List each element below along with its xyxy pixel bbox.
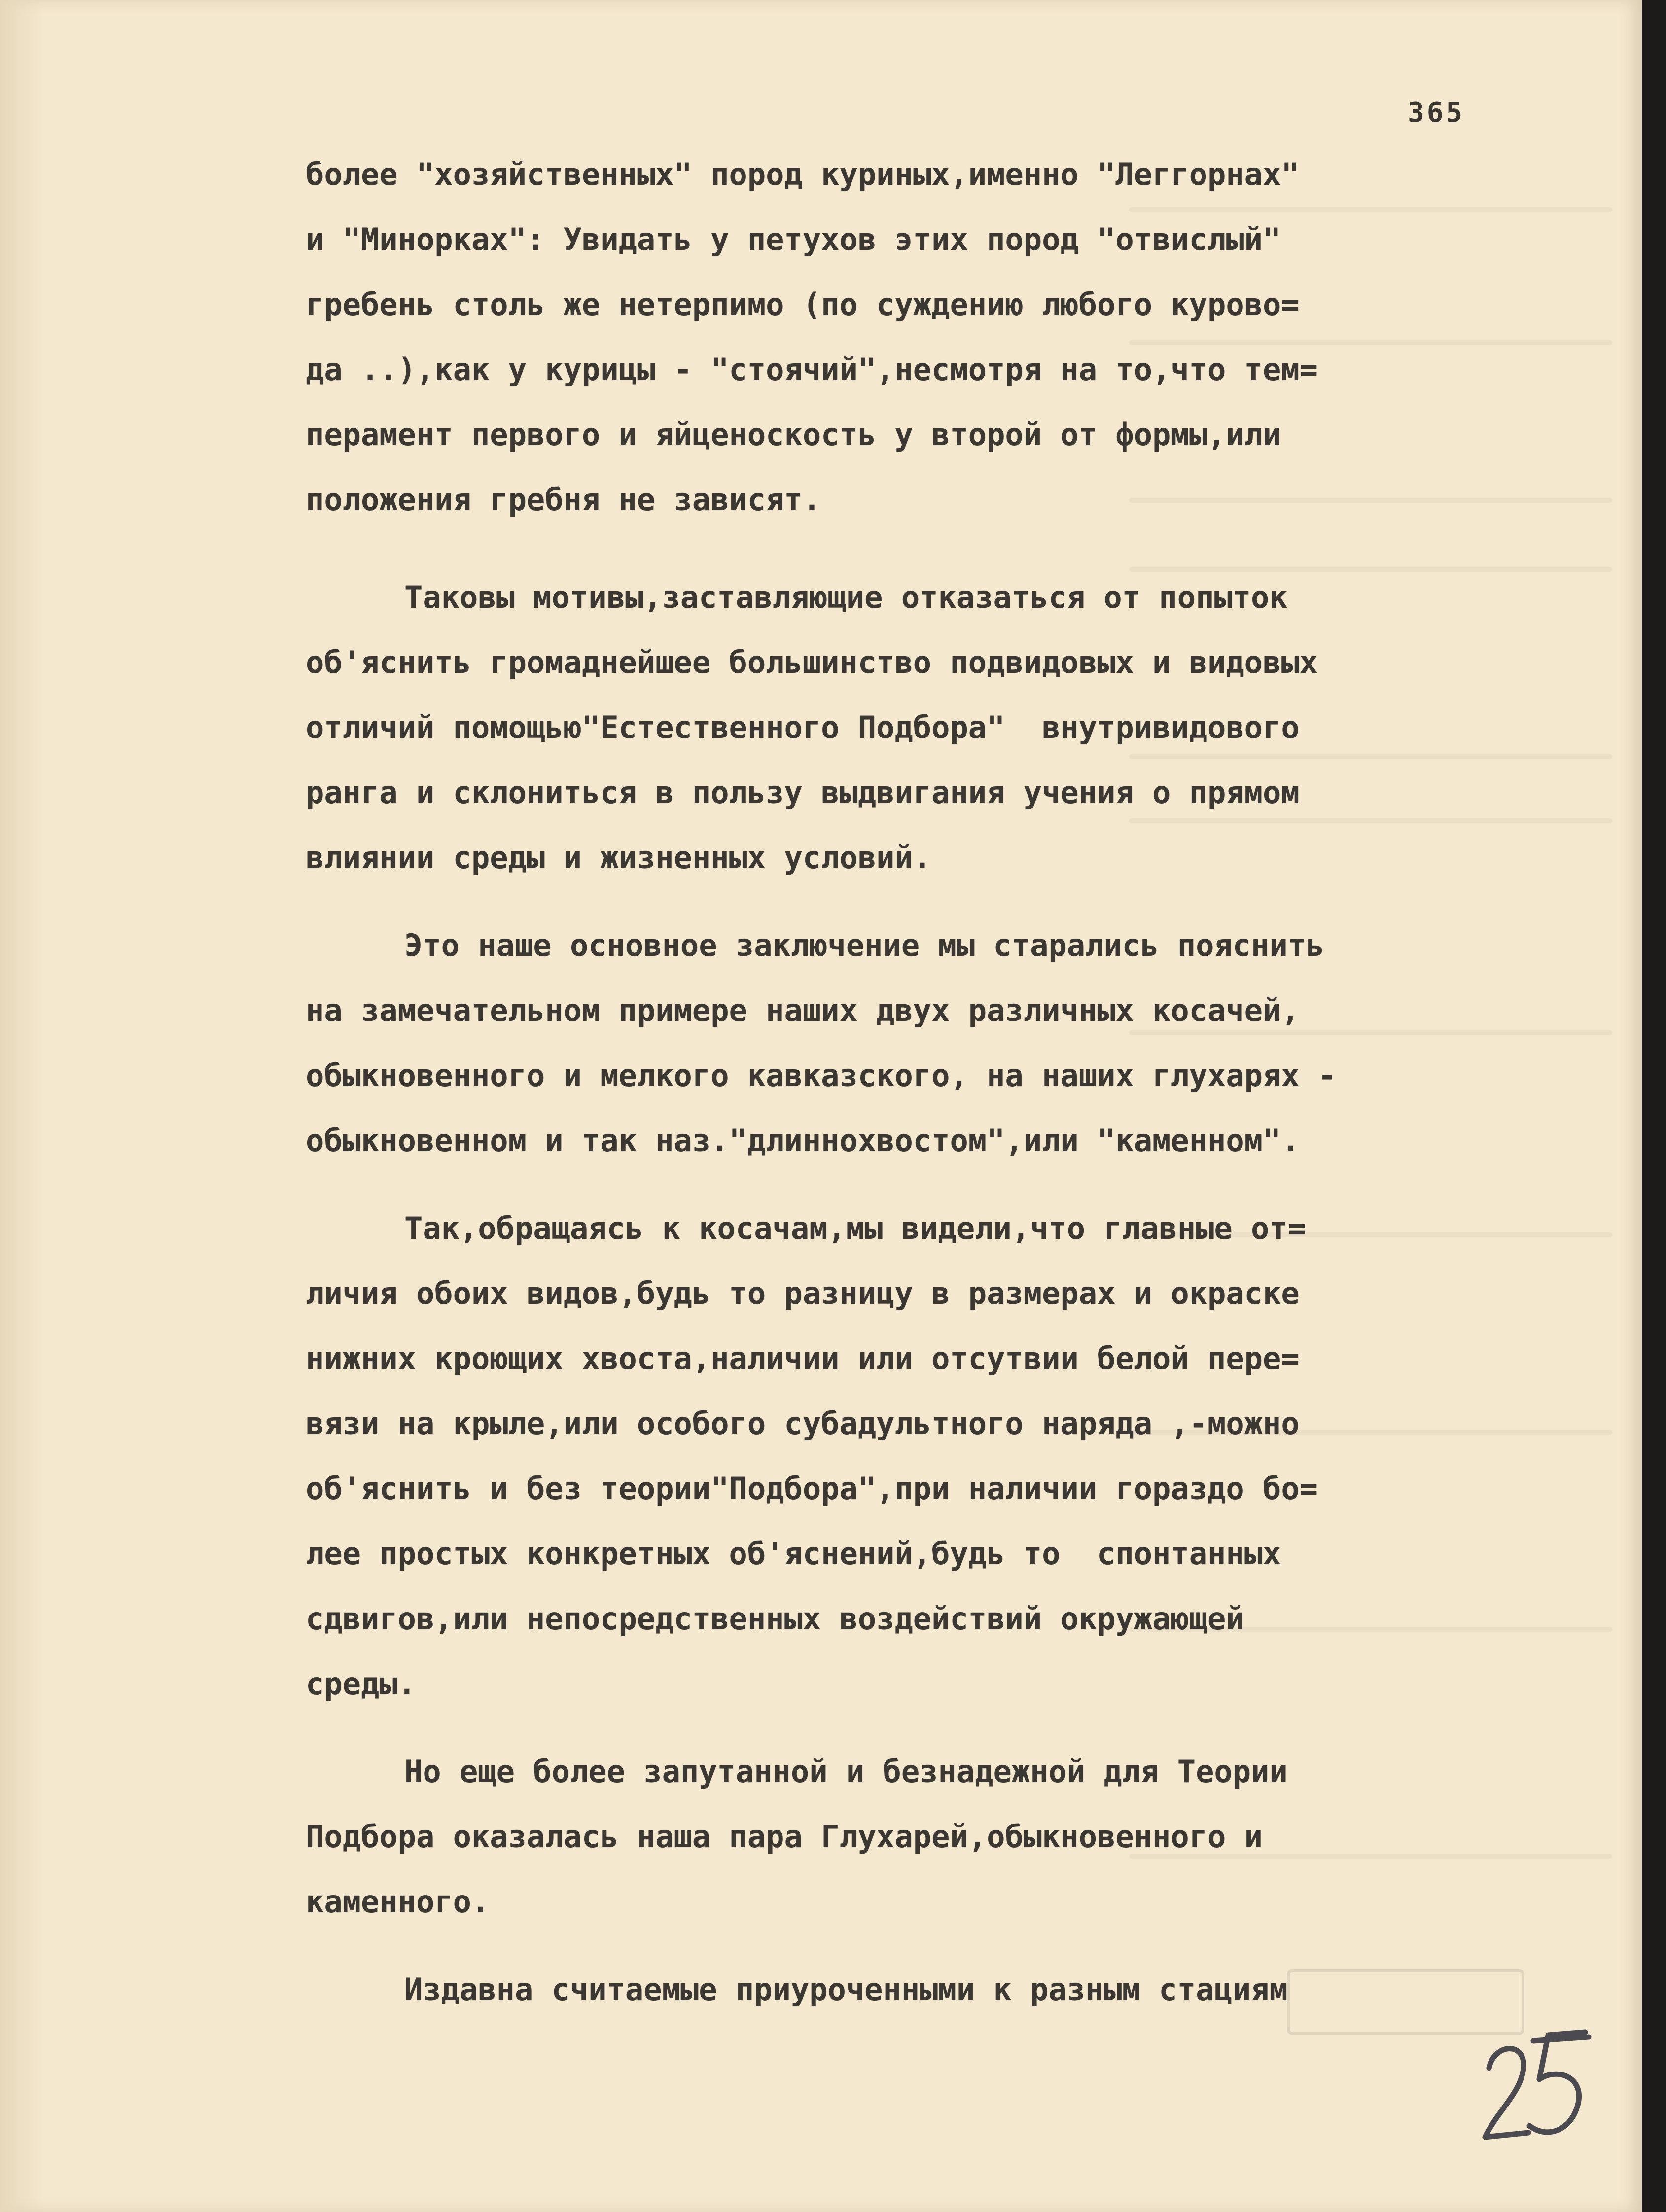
text-line: и "Минорках": Увидать у петухов этих пород "отвислый" (306, 221, 1281, 257)
text-line: перамент первого и яйценоскость у второй от формы,или (306, 417, 1281, 453)
text-line: Но еще более запутанной и безнадежной для Теории (404, 1754, 1288, 1790)
text-line: Издавна считаемые приуроченными к разным стациям (404, 1971, 1288, 2007)
text-line: на замечательном примере наших двух различных косачей, (306, 992, 1300, 1028)
text-line: каменного. (306, 1884, 490, 1920)
text-line: Таковы мотивы,заставляющие отказаться от попыток (404, 579, 1288, 615)
text-line: обыкновенного и мелкого кавказского, на наших глухарях - (306, 1057, 1337, 1093)
text-line: об'яснить и без теории"Подбора",при наличии гораздо бо= (306, 1471, 1318, 1507)
typewritten-text (306, 142, 1538, 2022)
paragraph (306, 565, 1538, 890)
text-line: отличий помощью"Естественного Подбора" внутривидового (306, 709, 1300, 745)
text-line: ранга и склониться в пользу выдвигания учения о прямом (306, 774, 1300, 810)
handwritten-folio-number (1474, 2021, 1593, 2149)
paragraph (306, 1739, 1538, 1934)
text-line: личия обоих видов,будь то разницу в размерах и окраске (306, 1275, 1300, 1311)
paragraph (306, 142, 1538, 532)
text-line: влиянии среды и жизненных условий. (306, 840, 932, 876)
text-line: Так,обращаясь к косачам,мы видели,что главные от= (404, 1210, 1307, 1246)
paragraph (306, 1196, 1538, 1717)
text-line: вязи на крыле,или особого субадультного наряда ,-можно (306, 1405, 1300, 1441)
text-line: обыкновенном и так наз."длиннохвостом",или "каменном". (306, 1123, 1300, 1159)
paragraph (306, 913, 1538, 1173)
text-line: Подбора оказалась наша пара Глухарей,обыкновенного и (306, 1819, 1263, 1855)
page-number: 365 (1408, 97, 1465, 129)
text-line: нижних кроющих хвоста,наличии или отсутвии белой пере= (306, 1340, 1300, 1376)
binding-fold-shadow (0, 0, 44, 2212)
text-line: Это наше основное заключение мы старались пояснить (404, 927, 1325, 963)
text-line: гребень столь же нетерпимо (по суждению любого курово= (306, 286, 1300, 322)
text-line: да ..),как у курицы - "стоячий",несмотря на то,что тем= (306, 351, 1318, 387)
text-line: среды. (306, 1666, 416, 1702)
text-line: об'яснить громаднейшее большинство подвидовых и видовых (306, 644, 1318, 680)
text-line: сдвигов,или непосредственных воздействий окружающей (306, 1601, 1244, 1637)
text-line: более "хозяйственных" пород куриных,именно "Леггорнах" (306, 156, 1300, 192)
text-line: лее простых конкретных об'яснений,будь то спонтанных (306, 1536, 1281, 1572)
text-line: положения гребня не зависят. (306, 482, 821, 518)
